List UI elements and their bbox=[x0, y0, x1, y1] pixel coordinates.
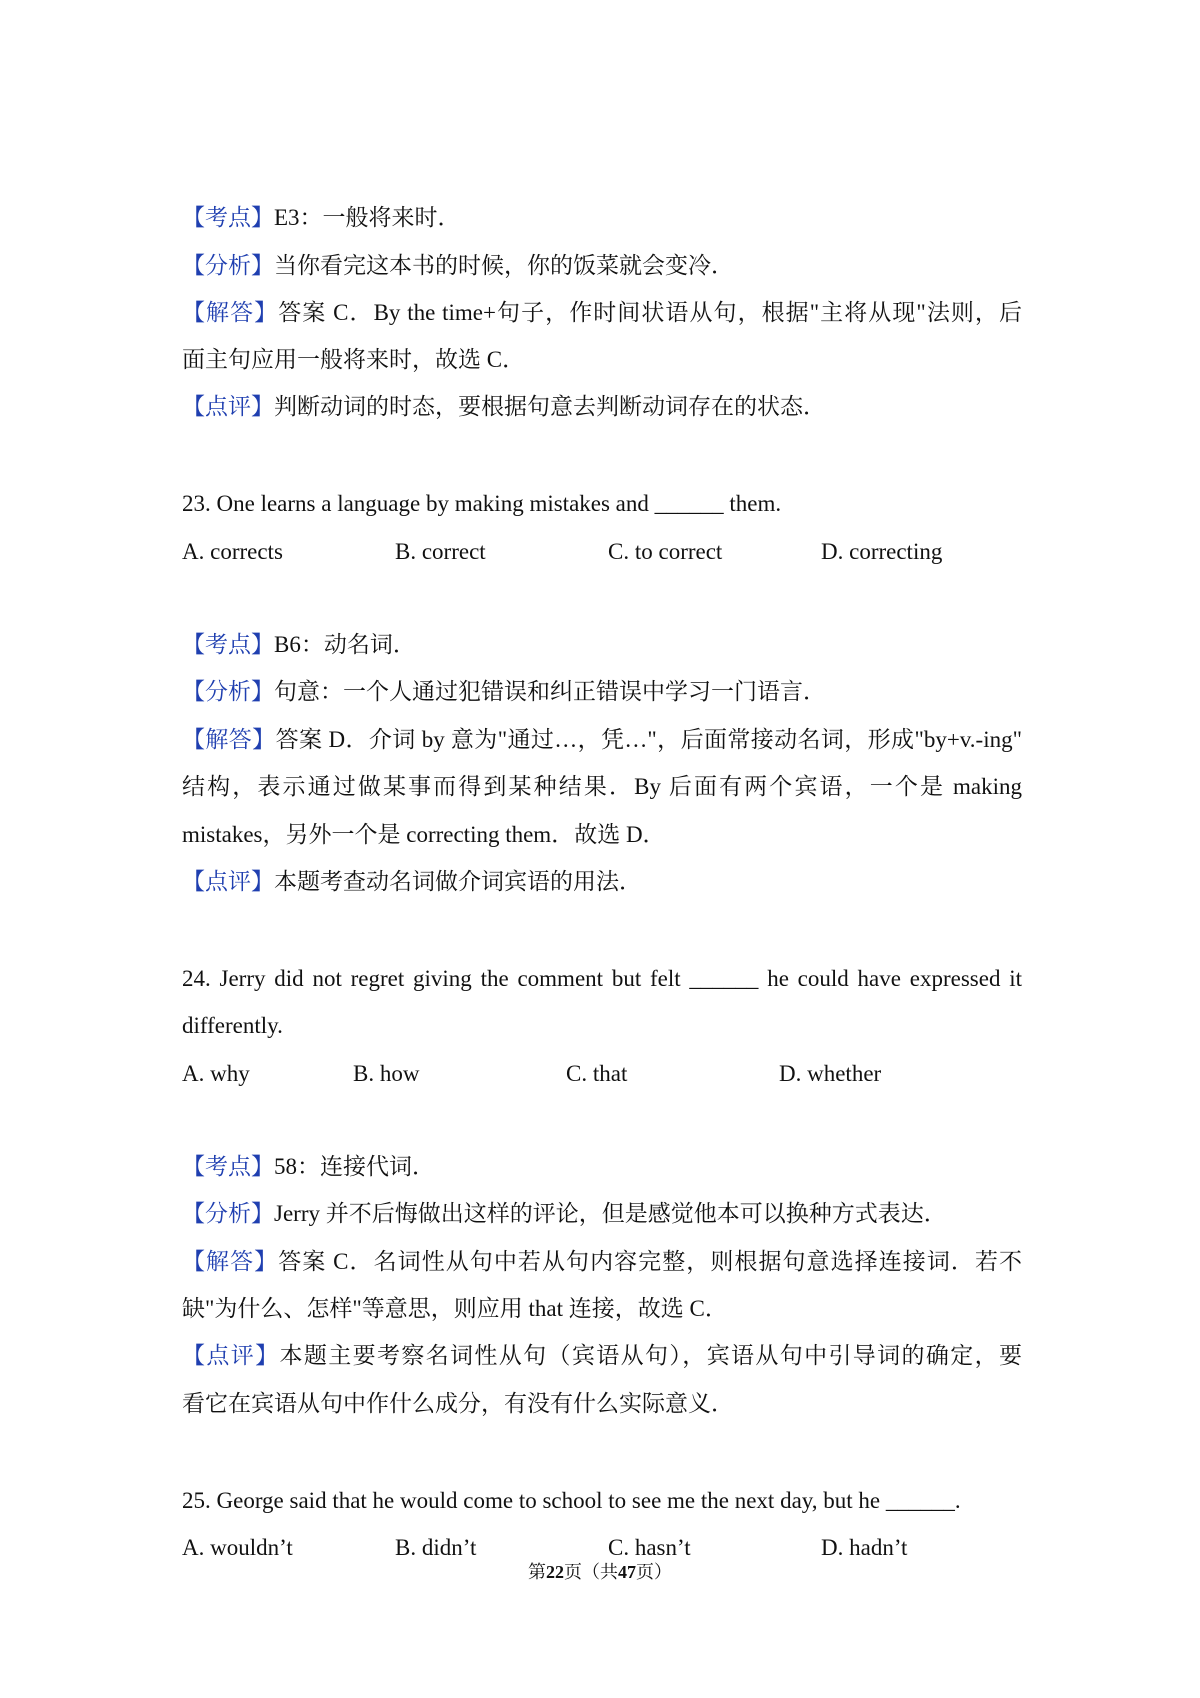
jieda-text: 缺"为什么、怎样"等意思，则应用 that 连接，故选 C． bbox=[182, 1296, 728, 1321]
dianping-line-3a bbox=[182, 1341, 1022, 1371]
jieda-text: 答案 C．名词性从句中若从句内容完整，则根据句意选择连接词．若不 bbox=[278, 1249, 1022, 1274]
q24-option-a: A. why bbox=[182, 1061, 250, 1086]
fenxi-line-1 bbox=[182, 251, 1022, 281]
kaodian-tag: 【考点】 bbox=[182, 205, 274, 230]
q25-option-d: D. hadn’t bbox=[821, 1535, 908, 1560]
jieda-line-2b bbox=[182, 772, 1022, 802]
jieda-text: mistakes，另外一个是 correcting them．故选 D． bbox=[182, 822, 666, 847]
q24-option-b: B. how bbox=[353, 1061, 420, 1086]
page-footer bbox=[0, 1560, 1200, 1584]
q23-option-d: D. correcting bbox=[821, 539, 943, 564]
dianping-text: 本题主要考察名词性从句（宾语从句），宾语从句中引导词的确定，要 bbox=[279, 1343, 1023, 1368]
page-number: 22 bbox=[546, 1562, 564, 1582]
dianping-line-2 bbox=[182, 867, 1022, 897]
jieda-line-3b bbox=[182, 1294, 1022, 1324]
footer-prefix: 第 bbox=[528, 1562, 546, 1582]
fenxi-line-2 bbox=[182, 677, 1022, 707]
jieda-line-1a bbox=[182, 298, 1022, 328]
dianping-text: 判断动词的时态，要根据句意去判断动词存在的状态． bbox=[274, 394, 826, 419]
jieda-text: 结构，表示通过做某事而得到某种结果．By 后面有两个宾语，一个是 making bbox=[182, 774, 1022, 799]
jieda-text: 面主句应用一般将来时，故选 C． bbox=[182, 347, 526, 372]
kaodian-line-2 bbox=[182, 630, 1022, 660]
fenxi-tag: 【分析】 bbox=[182, 1201, 274, 1226]
question-25-stem: 25. George said that he would come to school to see me the next day, but he ______. bbox=[182, 1488, 961, 1513]
kaodian-text: E3：一般将来时． bbox=[274, 205, 461, 230]
dianping-tag: 【点评】 bbox=[182, 869, 274, 894]
jieda-text: 答案 C．By the time+句子，作时间状语从句，根据"主将从现"法则，后 bbox=[278, 300, 1022, 325]
q23-option-c: C. to correct bbox=[608, 539, 723, 564]
fenxi-text: 句意：一个人通过犯错误和纠正错误中学习一门语言． bbox=[274, 679, 826, 704]
kaodian-line-3 bbox=[182, 1152, 1022, 1182]
fenxi-line-3 bbox=[182, 1199, 1022, 1229]
fenxi-text: 当你看完这本书的时候，你的饭菜就会变冷． bbox=[274, 253, 734, 278]
q24-option-d: D. whether bbox=[779, 1061, 882, 1086]
fenxi-tag: 【分析】 bbox=[182, 253, 274, 278]
question-24-stem-cont: differently. bbox=[182, 1013, 283, 1038]
jieda-tag: 【解答】 bbox=[182, 300, 279, 325]
q23-option-b: B. correct bbox=[395, 539, 486, 564]
total-pages: 47 bbox=[618, 1562, 636, 1582]
dianping-line-3b bbox=[182, 1389, 1022, 1419]
q25-option-a: A. wouldn’t bbox=[182, 1535, 293, 1560]
question-24-stem: 24. Jerry did not regret giving the comment but felt ______ he could have expressed it bbox=[182, 966, 1022, 991]
kaodian-text: B6：动名词． bbox=[274, 632, 416, 657]
footer-middle: 页（共 bbox=[564, 1562, 618, 1582]
jieda-line-2a bbox=[182, 725, 1022, 755]
dianping-line-1 bbox=[182, 392, 1022, 422]
jieda-tag: 【解答】 bbox=[182, 727, 276, 752]
question-23-stem: 23. One learns a language by making mistakes and ______ them. bbox=[182, 491, 782, 516]
kaodian-line-1 bbox=[182, 203, 1022, 233]
q23-option-a: A. corrects bbox=[182, 539, 283, 564]
kaodian-text: 58：连接代词． bbox=[274, 1154, 435, 1179]
jieda-text: 答案 D．介词 by 意为"通过…，凭…"，后面常接动名词，形成"by+v.-ing" bbox=[275, 727, 1022, 752]
jieda-line-1b bbox=[182, 345, 1022, 375]
q24-option-c: C. that bbox=[566, 1061, 628, 1086]
dianping-tag: 【点评】 bbox=[182, 394, 274, 419]
dianping-tag: 【点评】 bbox=[182, 1343, 280, 1368]
jieda-line-2c bbox=[182, 820, 1022, 850]
jieda-line-3a bbox=[182, 1247, 1022, 1277]
q25-option-b: B. didn’t bbox=[395, 1535, 477, 1560]
fenxi-tag: 【分析】 bbox=[182, 679, 274, 704]
kaodian-tag: 【考点】 bbox=[182, 1154, 274, 1179]
q25-option-c: C. hasn’t bbox=[608, 1535, 691, 1560]
dianping-text: 看它在宾语从句中作什么成分，有没有什么实际意义． bbox=[182, 1391, 734, 1416]
kaodian-tag: 【考点】 bbox=[182, 632, 274, 657]
fenxi-text: Jerry 并不后悔做出这样的评论，但是感觉他本可以换种方式表达． bbox=[274, 1201, 947, 1226]
dianping-text: 本题考查动名词做介词宾语的用法． bbox=[274, 869, 642, 894]
jieda-tag: 【解答】 bbox=[182, 1249, 279, 1274]
footer-suffix: 页） bbox=[636, 1562, 672, 1582]
